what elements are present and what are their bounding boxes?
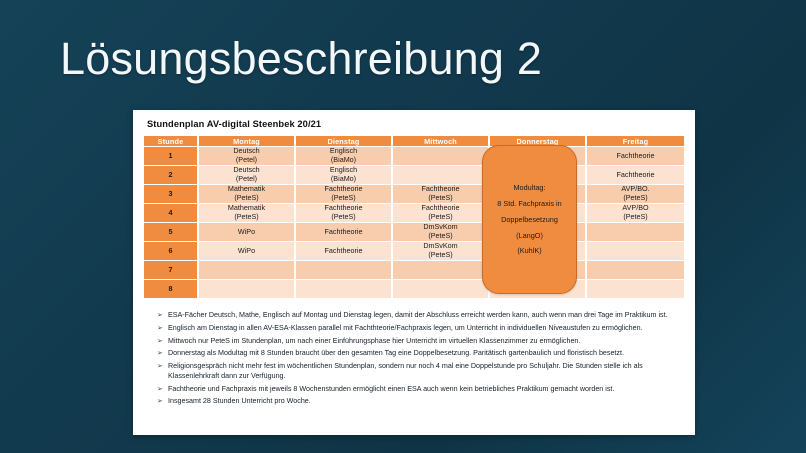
cell-freitag (587, 185, 684, 204)
cell-subject: DmSvKom (423, 241, 458, 251)
cell-dienstag (296, 280, 393, 299)
list-item-text: Mittwoch nur PeteS im Stundenplan, um nach einer Einführungsphase hier Unterricht im virtuellen Klassenzimmer zu ermöglichen. (168, 336, 581, 345)
bullet-arrow-icon: ➢ (157, 324, 163, 332)
notes-bullet-list (157, 311, 685, 407)
cell-subject: Fachtheorie (324, 245, 363, 255)
content-card (133, 110, 695, 435)
bullet-arrow-icon: ➢ (157, 385, 163, 393)
cell-dienstag (296, 261, 393, 280)
cell-teacher: (PeteS) (428, 193, 453, 202)
cell-subject: Deutsch (233, 165, 260, 175)
cell-freitag (587, 166, 684, 185)
cell-subject: Fachtheorie (616, 169, 655, 179)
cell-subject: WiPo (237, 245, 256, 255)
list-item (157, 349, 685, 359)
cell-mittwoch (393, 185, 490, 204)
cell-freitag (587, 204, 684, 223)
list-item (157, 385, 685, 395)
cell-freitag (587, 242, 684, 261)
list-item (157, 397, 685, 407)
cell-subject: WiPo (237, 226, 256, 236)
cell-montag (199, 147, 296, 166)
cell-subject: Englisch (329, 146, 358, 156)
table-caption: Stundenplan AV-digital Steenbek 20/21 (147, 119, 322, 129)
list-item-text: Religionsgespräch nicht mehr fest im wöchentlichen Stundenplan, sondern nur noch 4 mal eine Doppelstunde pro Schuljahr. Die Stunden stelle ich als Klassenlehrkraft dann zur Verfügung. (168, 362, 643, 380)
column-header-freitag: Freitag (587, 136, 684, 147)
cell-montag (199, 261, 296, 280)
cell-teacher: (PeteS) (234, 193, 259, 202)
cell-subject: Deutsch (233, 146, 260, 156)
cell-montag (199, 204, 296, 223)
cell-subject: Fachtheorie (324, 184, 363, 194)
timetable-body (144, 147, 684, 299)
cell-stunde: 8 (144, 280, 199, 299)
cell-teacher: (PeteS) (234, 212, 259, 221)
cell-teacher: (BiaMo) (330, 155, 357, 164)
column-header-dienstag: Dienstag (296, 136, 393, 147)
cell-subject: Fachtheorie (421, 184, 460, 194)
modultag-line-4: (LangO) (516, 230, 543, 240)
table-row (144, 223, 684, 242)
cell-stunde: 4 (144, 204, 199, 223)
cell-montag (199, 185, 296, 204)
cell-teacher: (Petel) (235, 174, 258, 183)
list-item (157, 337, 685, 347)
cell-mittwoch (393, 147, 490, 166)
timetable (144, 136, 684, 299)
cell-dienstag (296, 185, 393, 204)
cell-teacher: (PeteS) (623, 212, 648, 221)
cell-subject: Mathematik (227, 203, 266, 213)
cell-mittwoch (393, 204, 490, 223)
table-row (144, 242, 684, 261)
table-row (144, 185, 684, 204)
cell-montag (199, 166, 296, 185)
cell-dienstag (296, 204, 393, 223)
cell-mittwoch (393, 166, 490, 185)
list-item (157, 362, 685, 381)
cell-teacher: (PeteS) (428, 250, 453, 259)
modultag-line-2: 8 Std. Fachpraxis in (497, 199, 562, 209)
bullet-arrow-icon: ➢ (157, 312, 163, 319)
cell-mittwoch (393, 261, 490, 280)
cell-dienstag (296, 166, 393, 185)
cell-subject: Fachtheorie (324, 203, 363, 213)
page-title: Lösungsbeschreibung 2 (60, 33, 543, 84)
cell-subject: Fachtheorie (324, 226, 363, 236)
cell-montag (199, 223, 296, 242)
timetable-container (143, 136, 685, 299)
table-row (144, 204, 684, 223)
modultag-line-3: Doppelbesetzung (501, 214, 558, 224)
cell-teacher: (Petel) (235, 155, 258, 164)
cell-freitag (587, 223, 684, 242)
cell-stunde: 2 (144, 166, 199, 185)
table-row (144, 261, 684, 280)
cell-subject: Fachtheorie (421, 203, 460, 213)
list-item (157, 324, 685, 334)
column-header-stunde: Stunde (144, 136, 199, 147)
list-item-text: Fachtheorie und Fachpraxis mit jeweils 8 Wochenstunden ermöglicht einen ESA auch wenn kein betriebliches Praktikum gemacht worden ist. (168, 384, 615, 393)
table-row (144, 147, 684, 166)
cell-teacher: (PeteS) (331, 212, 356, 221)
column-header-mittwoch: Mittwoch (393, 136, 490, 147)
table-row (144, 166, 684, 185)
cell-subject: Englisch (329, 165, 358, 175)
cell-stunde: 1 (144, 147, 199, 166)
cell-mittwoch (393, 242, 490, 261)
bullet-arrow-icon: ➢ (157, 350, 163, 358)
column-header-montag: Montag (199, 136, 296, 147)
cell-subject: AVP/BO (622, 203, 649, 213)
cell-subject: Fachtheorie (616, 150, 655, 160)
cell-stunde: 5 (144, 223, 199, 242)
modultag-line-1: Modultag: (513, 183, 546, 193)
cell-stunde: 7 (144, 261, 199, 280)
cell-mittwoch (393, 223, 490, 242)
modultag-highlight-box (482, 145, 577, 294)
cell-freitag (587, 261, 684, 280)
cell-stunde: 3 (144, 185, 199, 204)
cell-dienstag (296, 242, 393, 261)
cell-subject: Mathematik (227, 184, 266, 194)
cell-dienstag (296, 223, 393, 242)
cell-subject: DmSvKom (423, 222, 458, 232)
cell-montag (199, 280, 296, 299)
column-header-donnerstag: Donnerstag (490, 136, 587, 147)
cell-mittwoch (393, 280, 490, 299)
bullet-arrow-icon: ➢ (157, 337, 163, 345)
cell-dienstag (296, 147, 393, 166)
list-item-text: ESA-Fächer Deutsch, Mathe, Englisch auf Montag und Dienstag legen, damit der Abschluss erreicht werden kann, auch wenn man drei Tage im Praktikum ist. (168, 311, 668, 319)
cell-stunde: 6 (144, 242, 199, 261)
cell-teacher: (PeteS) (623, 193, 648, 202)
table-header-row (144, 136, 684, 147)
bullet-arrow-icon: ➢ (157, 363, 163, 371)
modultag-line-5: (KuhlK) (517, 246, 542, 256)
bullet-arrow-icon: ➢ (157, 398, 163, 406)
cell-teacher: (PeteS) (331, 193, 356, 202)
list-item-text: Insgesamt 28 Stunden Unterricht pro Woche. (168, 397, 311, 406)
table-row (144, 280, 684, 299)
list-item (157, 311, 685, 321)
cell-teacher: (PeteS) (428, 212, 453, 221)
list-item-text: Englisch am Dienstag in allen AV-ESA-Klassen parallel mit Fachthteorie/Fachpraxis legen, um Unterricht in individuellen Niveaustufen zu ermöglichen. (168, 323, 643, 332)
cell-teacher: (PeteS) (428, 231, 453, 240)
cell-freitag (587, 147, 684, 166)
cell-montag (199, 242, 296, 261)
cell-subject: AVP/BO. (621, 184, 650, 194)
cell-teacher: (BiaMo) (330, 174, 357, 183)
list-item-text: Donnerstag als Modultag mit 8 Stunden braucht über den gesamten Tag eine Doppelbesetzung. Paritätisch gartenbaulich und floristisch besetzt. (168, 349, 624, 358)
cell-freitag (587, 280, 684, 299)
